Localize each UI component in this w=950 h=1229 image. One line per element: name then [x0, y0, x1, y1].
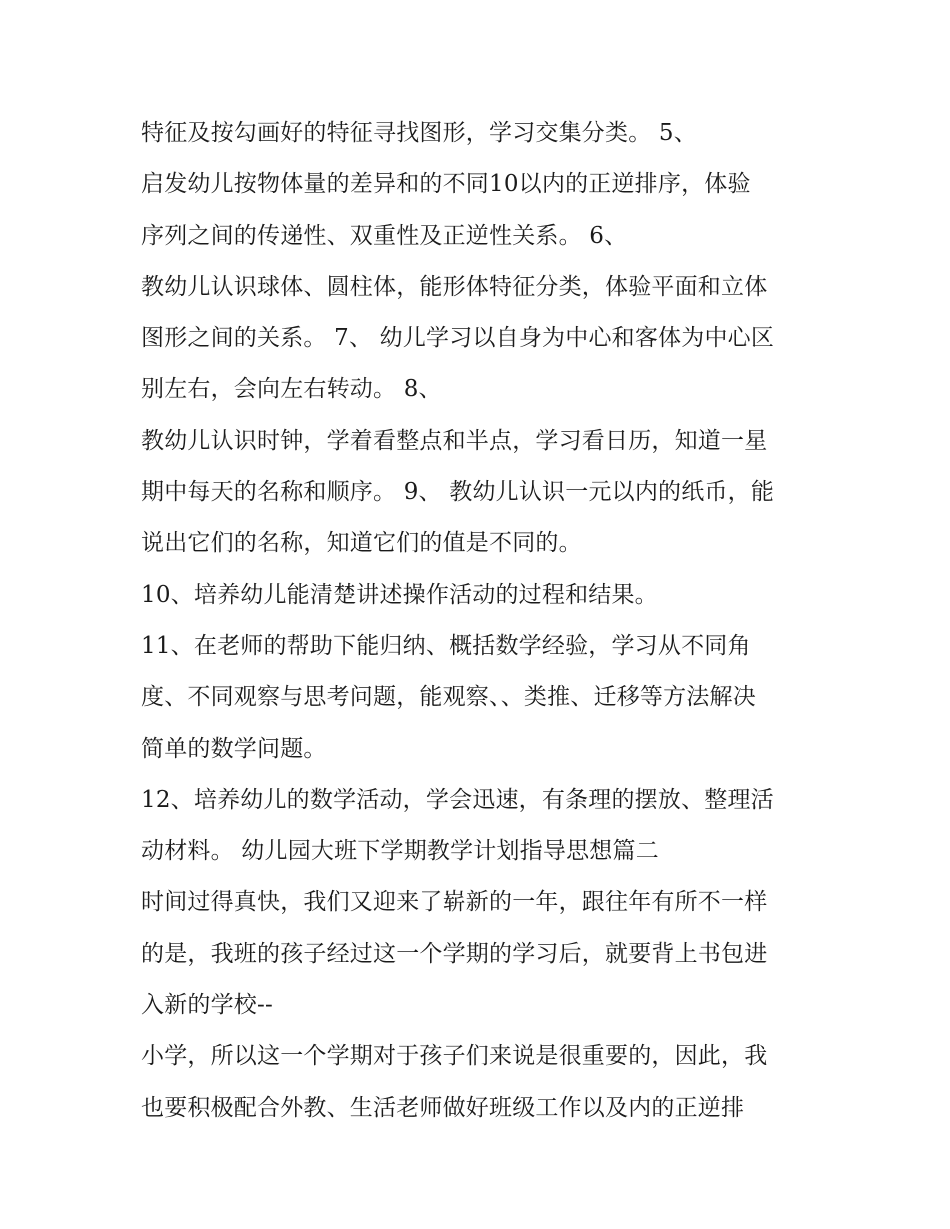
text-line: 11、在老师的帮助下能归纳、概括数学经验，学习从不同角: [141, 632, 751, 659]
text-line: 简单的数学问题。: [141, 735, 327, 762]
text-line: 教幼儿认识球体、圆柱体，能形体特征分类，体验平面和立体: [141, 273, 768, 300]
text-line: 说出它们的名称，知道它们的值是不同的。: [141, 530, 582, 557]
text-line: 序列之间的传递性、双重性及正逆性关系。 6、: [141, 222, 628, 249]
text-line: 12、培养幼儿的数学活动，学会迅速，有条理的摆放、整理活: [141, 786, 774, 813]
text-line: 特征及按勾画好的特征寻找图形，学习交集分类。 5、: [141, 120, 697, 146]
text-line: 教幼儿认识时钟，学着看整点和半点，学习看日历，知道一星: [141, 427, 768, 454]
text-line: 别左右，会向左右转动。 8、: [141, 376, 442, 403]
text-line: 启发幼儿按物体量的差异和的不同10以内的正逆排序，体验: [141, 171, 751, 198]
body-text: [141, 108, 821, 1134]
text-line: 的是，我班的孩子经过这一个学期的学习后，就要背上书包进: [141, 940, 768, 967]
text-line: 小学，所以这一个学期对于孩子们来说是很重要的，因此，我: [141, 1043, 768, 1070]
text-line: 时间过得真快，我们又迎来了崭新的一年，跟往年有所不一样: [141, 889, 768, 916]
text-line: 期中每天的名称和顺序。 9、 教幼儿认识一元以内的纸币，能: [141, 479, 775, 506]
text-line: 图形之间的关系。 7、 幼儿学习以自身为中心和客体为中心区: [141, 325, 775, 352]
text-line: 度、不同观察与思考问题，能观察、、类推、迁移等方法解决: [141, 684, 756, 711]
text-line: 也要积极配合外教、生活老师做好班级工作以及内的正逆排: [141, 1094, 745, 1121]
text-line: 入新的学校--: [141, 992, 273, 1019]
text-line: 10、培养幼儿能清楚讲述操作活动的过程和结果。: [141, 581, 658, 608]
text-line: 动材料。 幼儿园大班下学期教学计划指导思想篇二: [141, 838, 659, 865]
